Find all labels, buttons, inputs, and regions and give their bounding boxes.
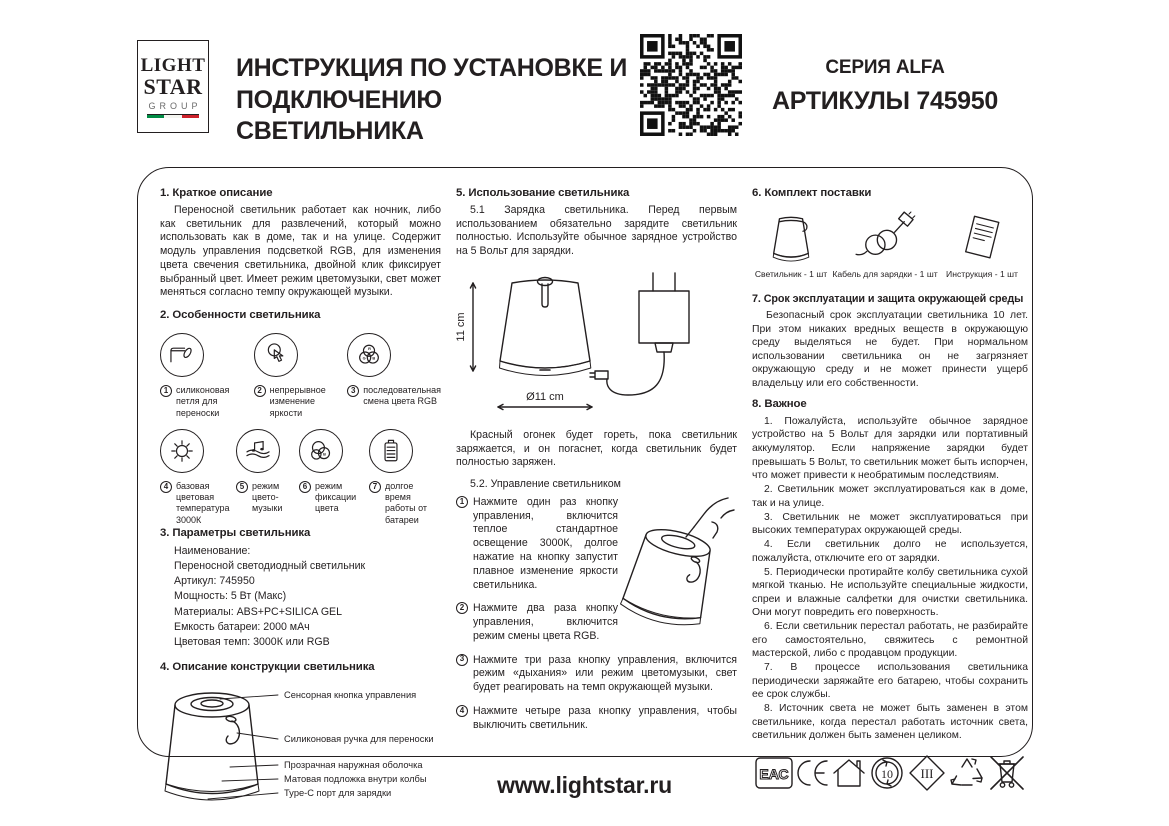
- control-step: [456, 705, 737, 733]
- feature-label: последовательная смена цвета RGB: [363, 385, 441, 407]
- important-item: 2. Светильник может эксплуатироваться как в доме, так и на улице.: [752, 484, 1028, 509]
- section-6-title: 6. Комплект поставки: [752, 187, 872, 199]
- feature-item: [160, 429, 236, 526]
- important-item: 5. Периодически протирайте колбу светильника сухой мягкой тканью. Не используйте специальные жидкости, спреи и влажные салфетки для очистки светильника. Они могут повредить его поверхность.: [752, 566, 1028, 619]
- feature-label: силиконовая петля для переноски: [176, 385, 230, 418]
- feature-item: [254, 333, 348, 419]
- column-1: [160, 186, 441, 799]
- important-item: 8. Источник света не может быть заменен в этом светильнике, когда перестал работать источник света, светильник должен быть заменен целиком.: [752, 703, 1028, 742]
- param-line: Переносной светодиодный светильник: [174, 559, 366, 572]
- press-button-illustration: [618, 496, 737, 654]
- series-info: [760, 57, 1010, 116]
- step-text: Нажмите один раз кнопку управления, включится теплое стандартное освещение 3000К, долгое нажатие на кнопку запустит плавное изменение яркости светильника.: [473, 495, 618, 591]
- feature-number: 7: [369, 481, 381, 493]
- article-number: АРТИКУЛЫ 745950: [771, 87, 998, 115]
- package-item-label: Кабель для зарядки - 1 шт: [832, 268, 938, 279]
- important-item: 4. Если светильник долго не используется, пожалуйста, отключите его от зарядки.: [752, 539, 1028, 564]
- section-4-title: 4. Описание конструкции светильника: [160, 661, 375, 674]
- svg-text:ЕАС: ЕАС: [759, 765, 789, 782]
- control-steps-top: [456, 496, 737, 654]
- control-step: [456, 496, 618, 592]
- callout-touch-button: Сенсорная кнопка управления: [284, 690, 417, 701]
- features-row-1: [160, 333, 441, 419]
- charging-indicator-text: Красный огонек будет гореть, пока светильник заряжается, и он погаснет, когда светильник будет полностью заряжен.: [456, 428, 737, 469]
- svg-text:R: R: [368, 345, 372, 351]
- section-1-text: Переносной светильник работает как ночник, либо как светильник для развлечений, который можно использовать как в доме, так и на улице. Содержит модуль управления подсветкой RGB, для изменения цвета свечения светильника, двойной клик фиксирует выбранный цвет. Имеет режим цветомузыки, свет может меняться согласно темпу окружающей музыки.: [160, 203, 441, 299]
- step-number: 2: [456, 602, 468, 614]
- feature-number: 1: [160, 385, 172, 397]
- qr-code-icon: [640, 34, 742, 136]
- step-number: 3: [456, 654, 468, 666]
- callout-matte-liner: Матовая подложка внутри колбы: [284, 774, 427, 785]
- important-notes: [752, 415, 1028, 743]
- charging-diagram: [456, 267, 737, 425]
- param-line: Мощность: 5 Вт (Макс): [174, 590, 287, 603]
- lamp-icon: [762, 209, 820, 263]
- feature-label: непрерывное изменение яркости: [269, 385, 326, 418]
- svg-text:B: B: [372, 355, 376, 361]
- feature-label: долгое время работы от батареи: [385, 480, 427, 525]
- param-line: Материалы: ABS+PC+SILICA GEL: [174, 605, 343, 618]
- section-5-title: 5. Использование светильника: [456, 187, 630, 199]
- param-line: Емкость батареи: 2000 мАч: [174, 620, 310, 633]
- feature-number: 6: [299, 481, 311, 493]
- control-step: [456, 602, 618, 643]
- package-item-label: Светильник - 1 шт: [754, 268, 828, 279]
- svg-text:G: G: [362, 355, 366, 361]
- package-item: [830, 209, 940, 280]
- website-url: www.lightstar.ru: [497, 772, 672, 798]
- rgb-cycle-icon: [347, 333, 391, 377]
- logo-text: STAR: [143, 73, 203, 99]
- music-mode-icon: [236, 429, 280, 473]
- feature-item: [369, 429, 441, 526]
- column-3: [752, 186, 1028, 782]
- feature-label: базовая цветовая температура 3000К: [176, 480, 230, 525]
- warm-white-icon: [160, 429, 204, 473]
- step-text: Нажмите четыре раза кнопку управления, чтобы выключить светильник.: [473, 704, 737, 731]
- feature-number: 2: [254, 385, 266, 397]
- touch-dimming-icon: [254, 333, 298, 377]
- page-title: ИНСТРУКЦИЯ ПО УСТАНОВКЕ И ПОДКЛЮЧЕНИЮ СВЕТИЛЬНИКА: [236, 54, 628, 145]
- param-line: Наименование:: [174, 544, 251, 557]
- important-item: 1. Пожалуйста, используйте обычное зарядное устройство на 5 Вольт для зарядки или портативный аккумулятор. Если напряжение зарядки будет превышать 5 Вольт, то светильник может быть испорчен, что может привести к необратимым последствиям.: [752, 415, 1028, 482]
- silicone-loop-icon: [160, 333, 204, 377]
- logo-text: GROUP: [148, 100, 202, 111]
- section-5-2-title: 5.2. Управление светильником: [470, 478, 621, 491]
- section-5-1-text: 5.1 Зарядка светильника. Перед первым использованием обязательно зарядите светильник полностью. Используйте обычное зарядное устройство на 5 Вольт для зарядки.: [456, 203, 737, 258]
- manual-icon: [955, 209, 1009, 263]
- column-2: [456, 186, 737, 742]
- section-7-title: 7. Срок эксплуатации и защита окружающей среды: [752, 293, 1024, 305]
- step-text: Нажмите два раза кнопку управления, включится режим смены цвета RGB.: [473, 602, 618, 642]
- package-contents: [752, 209, 1028, 280]
- package-item: [940, 209, 1024, 280]
- feature-item: [347, 333, 441, 419]
- battery-icon: [369, 429, 413, 473]
- param-line: Артикул: 745950: [174, 575, 255, 588]
- features-row-2: [160, 429, 441, 526]
- italian-flag-icon: [147, 114, 199, 118]
- control-step: [456, 654, 737, 695]
- section-8-title: 8. Важное: [752, 398, 807, 411]
- callout-outer-shell: Прозрачная наружная оболочка: [284, 760, 423, 771]
- feature-label: режим фиксации цвета: [315, 480, 357, 514]
- svg-text:III: III: [920, 765, 934, 781]
- package-item-label: Инструкция - 1 шт: [946, 268, 1018, 279]
- step-number: 4: [456, 705, 468, 717]
- section-2-title: 2. Особенности светильника: [160, 309, 321, 322]
- important-item: 7. В процессе использования светильника периодически заряжайте его батарею, чтобы сохранить ее срок службы.: [752, 662, 1028, 701]
- logo-text: LIGHT: [140, 54, 206, 76]
- section-3-title: 3. Параметры светильника: [160, 526, 311, 539]
- feature-label: режим цвето- музыки: [252, 480, 283, 514]
- feature-item: [236, 429, 299, 526]
- svg-text:B: B: [323, 451, 326, 457]
- section-1-title: 1. Краткое описание: [160, 187, 273, 199]
- feature-item: [299, 429, 369, 526]
- dimension-height-label: 11 cm: [455, 312, 467, 342]
- color-lock-icon: [299, 429, 343, 473]
- lightstar-logo: [137, 40, 209, 133]
- dimension-diameter-label: Ø11 cm: [526, 390, 564, 403]
- section-7-text: Безопасный срок эксплуатации светильника 10 лет. При этом никаких вредных веществ в окружающую среду выделяться не будет. При нормальном использовании светильника он не загрязняет окружающую среду и не может принести ущерб владельцу или его собственности.: [752, 310, 1028, 389]
- feature-number: 4: [160, 481, 172, 493]
- feature-item: [160, 333, 254, 419]
- callout-type-c-port: Type-C порт для зарядки: [284, 788, 392, 799]
- param-line: Цветовая темп: 3000К или RGB: [174, 636, 330, 649]
- charging-cable-icon: [850, 209, 920, 263]
- svg-text:10: 10: [880, 766, 893, 781]
- step-number: 1: [456, 496, 468, 508]
- important-item: 3. Светильник не может эксплуатироваться при высоких температурах окружающей среды.: [752, 511, 1028, 537]
- callout-silicone-handle: Силиконовая ручка для переноски: [284, 734, 434, 745]
- package-item: [752, 209, 830, 280]
- important-item: 6. Если светильник перестал работать, не разбирайте его самостоятельно, свяжитесь с ремонтной мастерской, либо с продавцом продукции.: [752, 621, 1028, 660]
- lamp-parameters: [174, 544, 441, 651]
- step-text: Нажмите три раза кнопку управления, включится режим «дыхания» или режим цветомузыки, свет будет реагировать на темп окружающей музыки.: [473, 653, 737, 694]
- feature-number: 3: [347, 385, 359, 397]
- feature-number: 5: [236, 481, 248, 493]
- series-name: СЕРИЯ ALFA: [825, 57, 945, 78]
